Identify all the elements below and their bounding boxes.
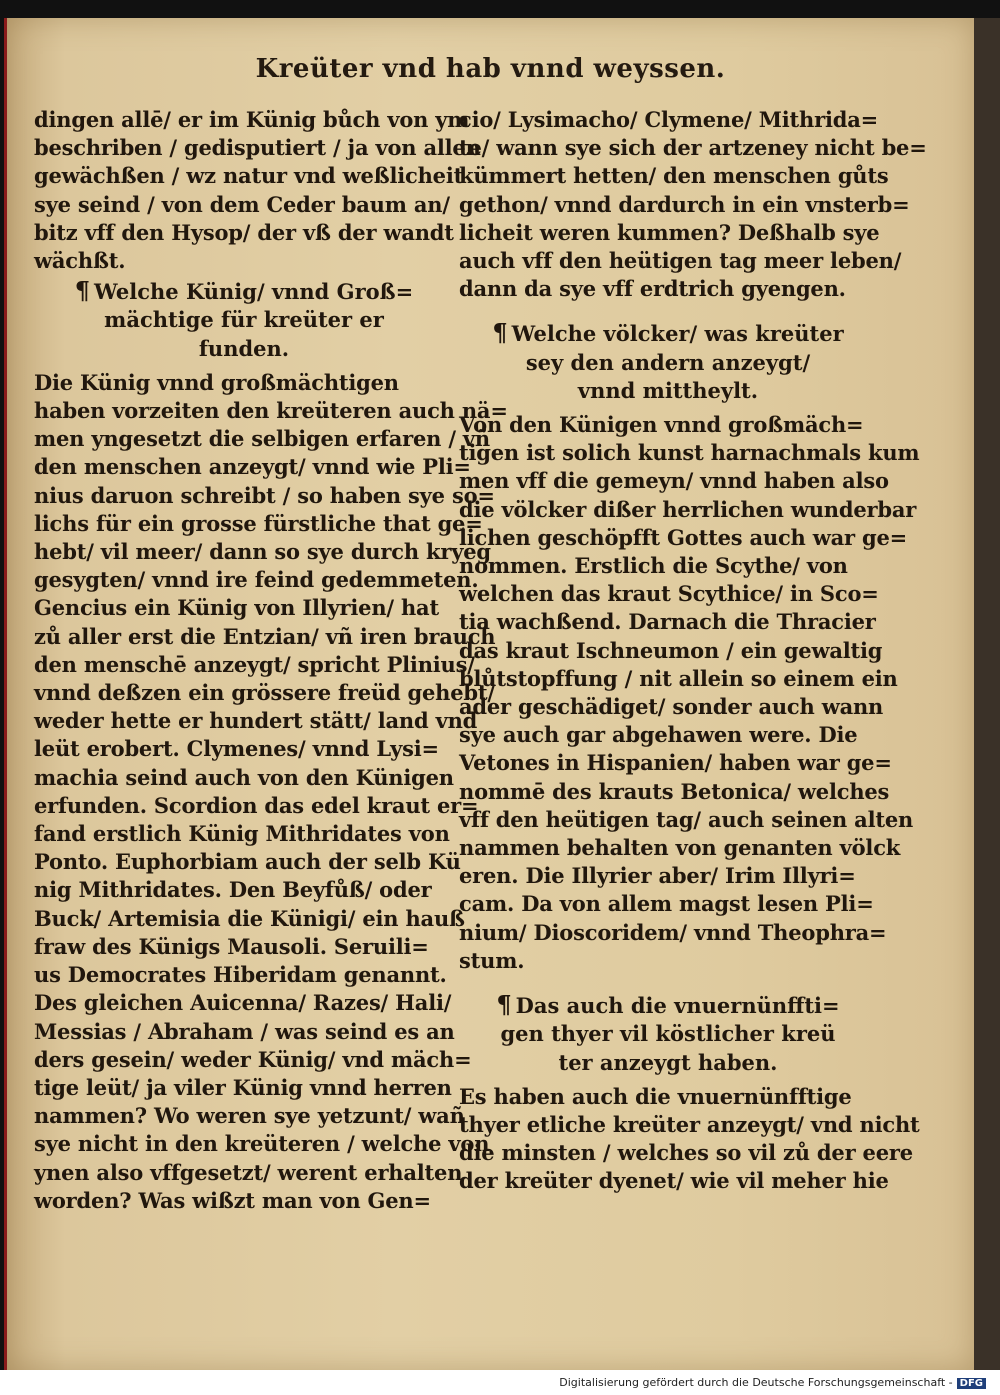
text-line: stum.: [459, 947, 525, 973]
text-line: dann da sye vff erdtrich gyengen.: [459, 276, 846, 302]
heading-text: Welche Künig/ vnnd Groß=: [94, 279, 414, 305]
text-line: gethon/ vnnd dardurch in ein vnsterb=: [459, 191, 910, 217]
text-line: us Democrates Hiberidam genannt.: [34, 962, 447, 988]
text-line: gewächßen / wz natur vnd weßlicheit: [34, 163, 464, 189]
text-line: gesygten/ vnnd ire feind gedemmeten.: [34, 567, 479, 593]
text-line: sye auch gar abgehawen were. Die: [459, 722, 858, 748]
heading-line: [459, 349, 877, 377]
heading-text: Welche völcker/ was kreüter: [511, 321, 844, 347]
heading-line: [34, 335, 454, 363]
text-line: te/ wann sye sich der artzeney nicht be=: [459, 135, 927, 161]
text-line: nig Mithridates. Den Beyfůß/ oder: [34, 877, 432, 903]
text-line: lichen geschöpfft Gottes auch war ge=: [459, 524, 908, 550]
text-line: machia seind auch von den Künigen: [34, 764, 454, 790]
right-heading-2-lines: [459, 991, 877, 1077]
text-line: welchen das kraut Scythice/ in Sco=: [459, 581, 879, 607]
running-header: Kreüter vnd hab vnnd weyssen.: [255, 54, 726, 84]
heading-text: mächtige für kreüter er: [104, 307, 384, 333]
heading-line: [459, 377, 877, 405]
text-line: Messias / Abraham / was seind es an: [34, 1018, 455, 1044]
heading-text: funden.: [198, 335, 290, 361]
text-line: beschriben / gedisputiert / ja von allen: [34, 135, 481, 161]
left-top-text: [34, 106, 481, 275]
text-line: cam. Da von allem magst lesen Pli=: [459, 891, 874, 917]
text-line: hebt/ vil meer/ dann so sye durch kryeg: [34, 539, 491, 565]
heading-line: [459, 1049, 877, 1077]
text-line: nium/ Dioscoridem/ vnnd Theophra=: [459, 919, 887, 945]
text-line: den menschē anzeygt/ spricht Plinius/: [34, 651, 475, 677]
text-line: men vff die gemeyn/ vnnd haben also: [459, 468, 889, 494]
left-heading: [34, 277, 454, 363]
text-line: zů aller erst die Entzian/ vñ iren brauch: [34, 623, 496, 649]
pilcrow-icon: ¶: [496, 990, 512, 1020]
text-line: die völcker dißer herrlichen wunderbar: [459, 496, 917, 522]
text-line: weder hette er hundert stätt/ land vnd: [34, 708, 478, 734]
text-line: ader geschädiget/ sonder auch wann: [459, 694, 884, 720]
text-line: bitz vff den Hysop/ der vß der wandt: [34, 219, 454, 245]
text-line: vff den heütigen tag/ auch seinen alten: [459, 806, 914, 832]
book-page: [7, 18, 974, 1370]
text-line: ders gesein/ weder Künig/ vnd mäch=: [34, 1046, 472, 1072]
right-column: [459, 106, 927, 1196]
text-line: auch vff den heütigen tag meer leben/: [459, 248, 902, 274]
text-line: sye nicht in den kreüteren / welche von: [34, 1131, 490, 1157]
left-heading-lines: [34, 277, 454, 363]
text-line: Vetones in Hispanien/ haben war ge=: [459, 750, 892, 776]
heading-line: [459, 991, 877, 1020]
text-line: vnnd deßzen ein grössere freüd gehebt/: [34, 680, 495, 706]
footer-text: Digitalisierung gefördert durch die Deutsche Forschungsgemeinschaft -: [559, 1376, 953, 1389]
right-heading-2: [459, 991, 877, 1077]
text-line: Es haben auch die vnuernünfftige: [459, 1083, 852, 1109]
text-line: licheit weren kummen? Deßhalb sye: [459, 219, 880, 245]
text-line: fand erstlich Künig Mithridates von: [34, 821, 450, 847]
text-line: leüt erobert. Clymenes/ vnnd Lysi=: [34, 736, 439, 762]
text-line: men yngesetzt die selbigen erfaren / vñ: [34, 426, 490, 452]
heading-line: [459, 1020, 877, 1048]
text-line: Von den Künigen vnnd großmäch=: [459, 412, 864, 438]
text-line: das kraut Ischneumon / ein gewaltig: [459, 637, 883, 663]
text-line: dingen allē/ er im Künig bůch von ym: [34, 107, 470, 132]
text-line: die minsten / welches so vil zů der eere: [459, 1140, 913, 1166]
text-line: den menschen anzeygt/ vnnd wie Pli=: [34, 454, 471, 480]
text-line: Des gleichen Auicenna/ Razes/ Hali/: [34, 990, 452, 1016]
text-line: lichs für ein grosse fürstliche that ge=: [34, 510, 483, 536]
text-line: cio/ Lysimacho/ Clymene/ Mithrida=: [459, 107, 879, 132]
right-top-text: [459, 106, 927, 303]
text-line: nommē des krauts Betonica/ welches: [459, 778, 890, 804]
text-line: tigen ist solich kunst harnachmals kum: [459, 440, 920, 466]
scan-right-edge: [974, 18, 1000, 1370]
text-line: nius daruon schreibt / so haben sye so=: [34, 482, 495, 508]
right-mid-text: [459, 411, 920, 975]
heading-line: [34, 277, 454, 306]
text-line: haben vorzeiten den kreüteren auch nä=: [34, 398, 508, 424]
text-line: tia wachßend. Darnach die Thracier: [459, 609, 876, 635]
text-line: nommen. Erstlich die Scythe/ von: [459, 553, 848, 579]
right-heading-1-lines: [459, 319, 877, 405]
text-line: Buck/ Artemisia die Künigi/ ein hauß: [34, 905, 465, 931]
text-line: erfunden. Scordion das edel kraut er=: [34, 792, 479, 818]
heading-text: sey den andern anzeygt/: [525, 349, 811, 375]
text-line: der kreüter dyenet/ wie vil meher hie: [459, 1168, 889, 1194]
text-line: nammen behalten von genanten völck: [459, 835, 901, 861]
text-line: worden? Was wißzt man von Gen=: [34, 1187, 431, 1213]
heading-text: Das auch die vnuernünffti=: [515, 993, 840, 1019]
text-line: sye seind / von dem Ceder baum an/: [34, 191, 450, 217]
pilcrow-icon: ¶: [74, 276, 91, 306]
text-line: kümmert hetten/ den menschen gůts: [459, 163, 889, 189]
text-line: Ponto. Euphorbiam auch der selb Kü: [34, 849, 461, 875]
heading-text: vnnd mittheylt.: [577, 377, 759, 403]
text-line: fraw des Künigs Mausoli. Seruili=: [34, 933, 429, 959]
text-line: thyer etliche kreüter anzeygt/ vnd nicht: [459, 1111, 920, 1137]
pilcrow-icon: ¶: [492, 318, 508, 348]
text-line: eren. Die Illyrier aber/ Irim Illyri=: [459, 863, 856, 889]
heading-line: [459, 319, 877, 348]
text-line: wächßt.: [34, 248, 126, 274]
text-line: Gencius ein Künig von Illyrien/ hat: [34, 595, 439, 621]
text-line: ynen also vffgesetzt/ werent erhalten: [34, 1159, 463, 1185]
footer-credit: [559, 1376, 986, 1389]
text-line: Die Künig vnnd großmächtigen: [34, 369, 399, 395]
heading-text: ter anzeygt haben.: [558, 1049, 778, 1075]
dfg-logo: DFG: [957, 1378, 986, 1389]
text-line: nammen? Wo weren sye yetzunt/ wañ: [34, 1103, 465, 1129]
text-line: blůtstopffung / nit allein so einem ein: [459, 665, 898, 691]
text-line: tige leüt/ ja viler Künig vnnd herren: [34, 1074, 452, 1100]
heading-line: [34, 306, 454, 334]
heading-text: gen thyer vil köstlicher kreü: [500, 1021, 836, 1047]
right-heading-1: [459, 319, 877, 405]
right-bottom-text: [459, 1083, 920, 1196]
